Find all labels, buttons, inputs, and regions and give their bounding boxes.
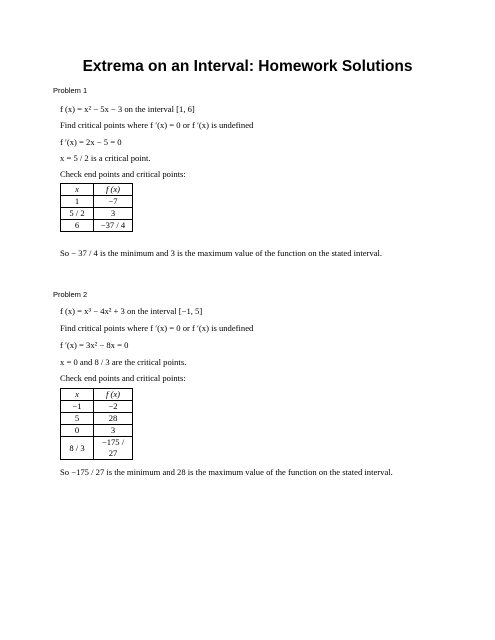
table-header-x: x: [61, 184, 94, 196]
table-cell-fx: −2: [94, 401, 133, 413]
table-cell-x: −1: [61, 401, 94, 413]
problem-2-conclusion: So −175 / 27 is the minimum and 28 is the maximum value of the function on the stated interval.: [60, 467, 393, 477]
problem-1-heading: Problem 1: [53, 86, 88, 95]
table-cell-x: 6: [61, 220, 94, 232]
table-row: [61, 208, 133, 220]
table-row: [61, 437, 133, 460]
table-row: [61, 220, 133, 232]
table-header-fx: f (x): [94, 184, 133, 196]
table-header-row: [61, 184, 133, 196]
page-title: Extrema on an Interval: Homework Solutions: [82, 58, 413, 75]
problem-1-critical-point: x = 5 / 2 is a critical point.: [60, 153, 151, 163]
table-cell-x: 5 / 2: [61, 208, 94, 220]
table-cell-x: 5: [61, 413, 94, 425]
table-row: [61, 196, 133, 208]
table-cell-x: 0: [61, 425, 94, 437]
problem-2-critical-points: x = 0 and 8 / 3 are the critical points.: [60, 357, 187, 367]
table-row: [61, 425, 133, 437]
table-header-fx: f (x): [94, 389, 133, 401]
problem-1-check-text: Check end points and critical points:: [60, 169, 186, 179]
table-cell-fx: 28: [94, 413, 133, 425]
table-cell-x: 1: [61, 196, 94, 208]
table-cell-x: 8 / 3: [61, 437, 94, 460]
problem-2-value-table: [60, 388, 133, 460]
problem-2-instruction: Find critical points where f ′(x) = 0 or f ′(x) is undefined: [60, 323, 254, 333]
table-row: [61, 413, 133, 425]
problem-2-heading: Problem 2: [53, 290, 88, 299]
table-cell-fx: −37 / 4: [94, 220, 133, 232]
problem-1-function: f (x) = x² − 5x − 3 on the interval [1, 6]: [60, 104, 195, 114]
problem-1-value-table: [60, 183, 133, 232]
table-cell-fx: 3: [94, 208, 133, 220]
problem-1-derivative: f ′(x) = 2x − 5 = 0: [60, 137, 122, 147]
table-header-x: x: [61, 389, 94, 401]
table-cell-fx: −175 / 27: [94, 437, 133, 460]
table-row: [61, 401, 133, 413]
problem-2-function: f (x) = x³ − 4x² + 3 on the interval [−1, 5]: [60, 306, 203, 316]
problem-2-check-text: Check end points and critical points:: [60, 373, 186, 383]
table-cell-fx: 3: [94, 425, 133, 437]
table-cell-fx: −7: [94, 196, 133, 208]
problem-1-conclusion: So − 37 / 4 is the minimum and 3 is the maximum value of the function on the stated interval.: [60, 248, 383, 258]
problem-1-instruction: Find critical points where f ′(x) = 0 or f ′(x) is undefined: [60, 120, 254, 130]
table-header-row: [61, 389, 133, 401]
problem-2-derivative: f ′(x) = 3x² − 8x = 0: [60, 340, 129, 350]
